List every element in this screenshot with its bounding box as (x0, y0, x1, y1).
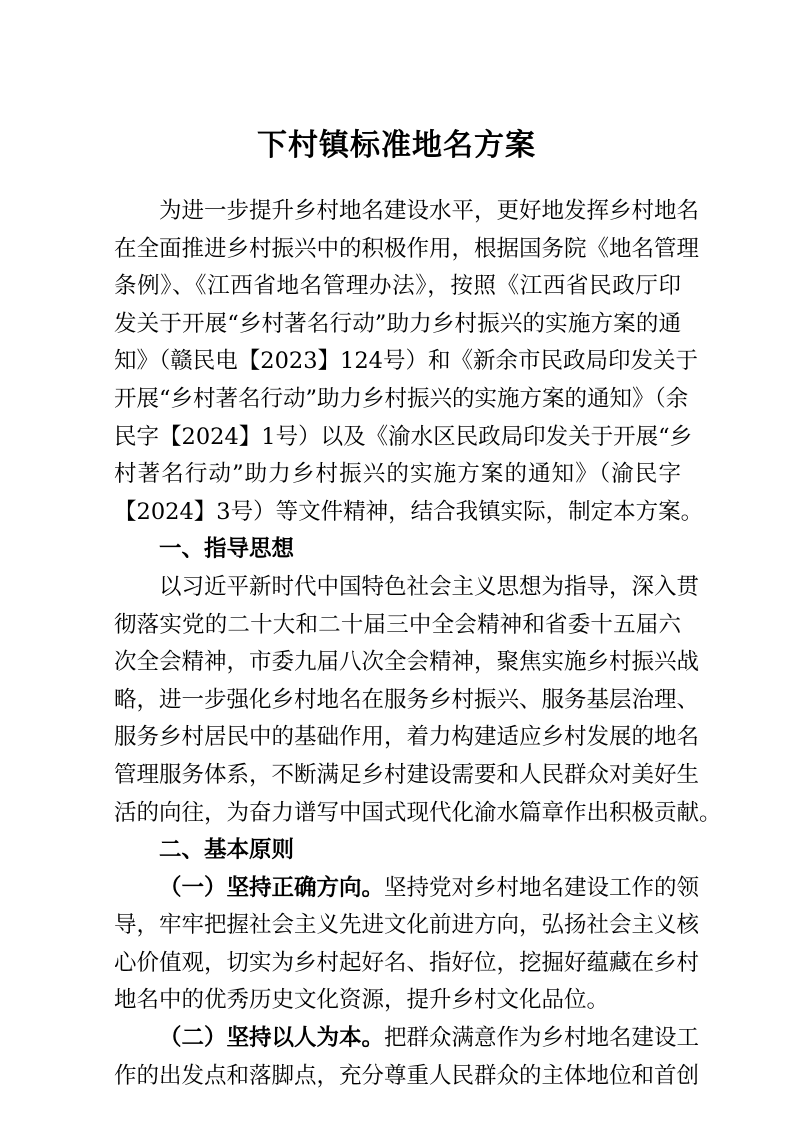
intro-line: 发关于开展“乡村著名行动”助力乡村振兴的实施方案的通 (114, 310, 681, 337)
section-heading-basic-principles: 二、基本原则 (159, 837, 295, 864)
intro-line: 知》（赣民电【2023】124号）和《新余市民政局印发关于 (114, 348, 698, 375)
section1-line: 活的向往，为奋力谱写中国式现代化渝水篇章作出积极贡献。 (114, 799, 722, 826)
section1-line: 略，进一步强化乡村地名在服务乡村振兴、服务基层治理、 (114, 686, 700, 713)
principle2-lead: （二）坚持以人为本。 (159, 1025, 385, 1052)
principle1-lead: （一）坚持正确方向。 (159, 874, 385, 901)
principle1-text: 坚持党对乡村地名建设工作的领 (384, 874, 700, 901)
intro-line: 村著名行动”助力乡村振兴的实施方案的通知》（渝民字 (114, 461, 681, 488)
section-heading-guiding-thought: 一、指导思想 (159, 536, 295, 563)
principle2-text: 把群众满意作为乡村地名建设工 (384, 1025, 700, 1052)
intro-line: 开展“乡村著名行动”助力乡村振兴的实施方案的通知》（余 (114, 385, 689, 412)
intro-line: 在全面推进乡村振兴中的积极作用，根据国务院《地名管理 (114, 235, 700, 262)
section1-line: 彻落实党的二十大和二十届三中全会精神和省委十五届六 (114, 611, 681, 638)
principle1-line: 心价值观，切实为乡村起好名、指好位，挖掘好蕴藏在乡村 (114, 949, 700, 976)
intro-line: 条例》、《江西省地名管理办法》，按照《江西省民政厅印 (114, 273, 681, 300)
principle1-line: 地名中的优秀历史文化资源，提升乡村文化品位。 (114, 987, 610, 1014)
section1-line: 次全会精神，市委九届八次全会精神，聚焦实施乡村振兴战 (114, 649, 700, 676)
principle1-first-line (114, 870, 700, 908)
principle2-line: 作的出发点和落脚点，充分尊重人民群众的主体地位和首创 (114, 1062, 700, 1089)
intro-line: 【2024】3号）等文件精神，结合我镇实际，制定本方案。 (114, 498, 704, 525)
section1-line: 管理服务体系，不断满足乡村建设需要和人民群众对美好生 (114, 761, 700, 788)
principle1-line: 导，牢牢把握社会主义先进文化前进方向，弘扬社会主义核 (114, 912, 700, 939)
section1-line: 服务乡村居民中的基础作用，着力构建适应乡村发展的地名 (114, 724, 700, 751)
intro-line: 为进一步提升乡村地名建设水平，更好地发挥乡村地名 (159, 198, 700, 224)
intro-line: 民字【2024】1号）以及《渝水区民政局印发关于开展“乡 (114, 423, 693, 450)
document-title: 下村镇标准地名方案 (257, 128, 536, 163)
principle2-first-line (114, 1020, 700, 1058)
document-body (114, 193, 722, 1095)
section1-line: 以习近平新时代中国特色社会主义思想为指导，深入贯 (159, 573, 700, 600)
